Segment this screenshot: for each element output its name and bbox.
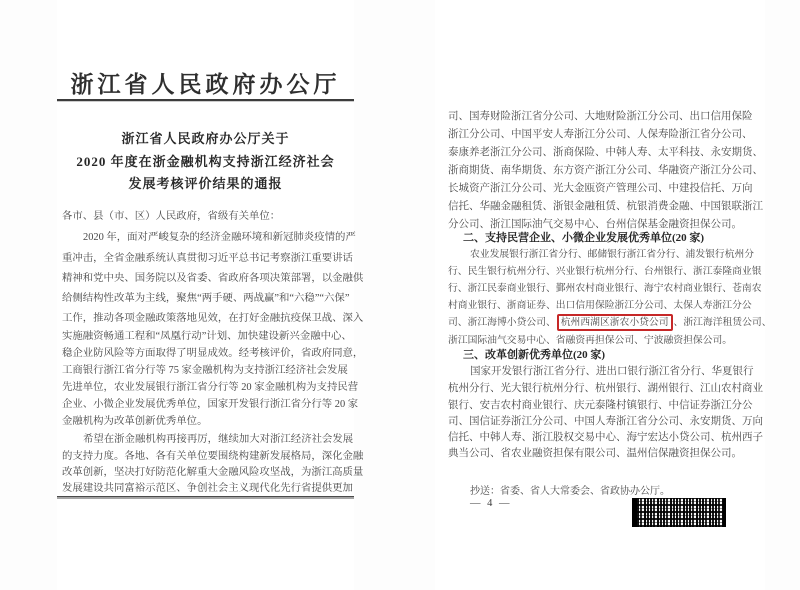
page-number: — 4 —: [470, 498, 512, 509]
body-text-line: 典当公司、省农业融资担保有限公司、温州信保融资担保公司。: [448, 448, 742, 459]
body-text-line: 的支持力度。各地、各有关单位要围绕构建新发展格局，深化金融: [62, 451, 364, 462]
body-text-line: 工商银行浙江省分行等 75 家金融机构为支持浙江经济社会发展: [62, 365, 348, 376]
document-page-1: [57, 0, 364, 590]
body-text-line: 银行、安吉农村商业银行、庆元泰隆村镇银行、中信证券浙江分公: [448, 400, 753, 411]
text-before-highlight: 司、浙江海博小贷公司、: [448, 317, 556, 328]
body-text-line: 希望在浙金融机构再接再厉，继续加大对浙江经济社会发展: [83, 434, 354, 445]
section-heading-3: 三、改革创新优秀单位(20 家): [463, 349, 606, 361]
body-text-line: 浙江分公司、中国平安人寿浙江分公司、人保寿险浙江省分公司、: [448, 129, 753, 140]
body-text-line: 各市、县（市、区）人民政府，省级有关单位：: [62, 211, 281, 222]
body-text-line: 信托、中韩人寿、浙江股权交易中心、海宁宏达小贷公司、杭州西子: [448, 432, 763, 443]
letterhead-rule: [57, 99, 354, 102]
body-text-line: 实施融资畅通工程和“凤凰行动”计划、加快建设新兴金融中心、: [62, 331, 352, 342]
body-text-line: 分公司、浙江国际油气交易中心、台州信保基金融资担保公司。: [448, 219, 742, 230]
body-text-line: 杭州分行、光大银行杭州分行、杭州银行、湖州银行、江山农村商业: [448, 383, 763, 394]
body-text-line: 发展建设共同富裕示范区、争创社会主义现代化先行省提供更加: [62, 483, 353, 494]
body-text-line: 农业发展银行浙江省分行、邮储银行浙江省分行、浦发银行杭州分: [470, 249, 755, 260]
body-text-line: 司、国寿财险浙江省分公司、大地财险浙江分公司、出口信用保险: [448, 111, 753, 122]
body-text-line: 国家开发银行浙江省分行、进出口银行浙江省分行、华夏银行: [470, 366, 754, 377]
document-page-4: [435, 0, 772, 590]
body-text-line: 行、民生银行杭州分行、兴业银行杭州分行、台州银行、浙江泰隆商业银: [448, 266, 762, 277]
body-text-line: 2020 年，面对严峻复杂的经济金融环境和新冠肺炎疫情的严: [83, 232, 356, 243]
body-text-line: 给侧结构性改革为主线，聚焦“两手硬、两战赢”和“六稳”“六保”: [62, 293, 350, 304]
cc-distribution-line: 抄送：省委、省人大常委会、省政协办公厅。: [470, 486, 670, 497]
red-highlight-box: 杭州西湖区浙农小贷公司: [557, 314, 673, 331]
body-text-line: 信托、华融金融租赁、浙银金融租赁、杭银消费金融、中国银联浙江: [448, 201, 763, 212]
body-text-line: 改革创新，坚决打好防范化解重大金融风险攻坚战，为浙江高质量: [62, 467, 364, 478]
doc-title-line: 2020 年度在浙金融机构支持浙江经济社会: [76, 154, 335, 169]
body-text-line: 村商业银行、浙商证券、出口信用保险浙江分公司、太保人寿浙江分公: [448, 300, 752, 311]
body-text-line: 精神和党中央、国务院以及省委、省政府各项决策部署，以金融供: [62, 273, 364, 284]
body-text-line: 工作，推动各项金融政策落地见效，在打好金融抗疫保卫战、深入: [62, 313, 364, 324]
text-after-highlight: 、浙江海洋租赁公司、: [673, 317, 772, 328]
page-footer-rule: [57, 496, 354, 499]
barcode-image: [632, 498, 726, 527]
body-text-line: 企业、小微企业发展优秀单位，国家开发银行浙江省分行等 20 家: [62, 399, 359, 410]
highlighted-text-line: [448, 314, 772, 328]
body-text-line: 稳企业防风险等方面取得了明显成效。经考核评价，省政府同意，: [62, 348, 364, 359]
doc-title-line: 浙江省人民政府办公厅关于: [121, 131, 290, 146]
body-text-line: 金融机构为改革创新优秀单位。: [62, 416, 208, 427]
body-text-line: 浙商期货、南华期货、东方资产浙江分公司、华融资产浙江分公司、: [448, 165, 763, 176]
body-text-line: 泰康养老浙江分公司、浙商保险、中韩人寿、太平科技、永安期货、: [448, 147, 763, 158]
section-heading-2: 二、支持民营企业、小微企业发展优秀单位(20 家): [463, 232, 705, 244]
body-text-line: 浙江国际油气交易中心、省融资再担保公司、宁波融资担保公司。: [448, 335, 733, 346]
body-text-line: 先进单位，农业发展银行浙江省分行等 20 家金融机构为支持民营: [62, 382, 359, 393]
body-text-line: 行、浙江民泰商业银行、鄞州农村商业银行、海宁农村商业银行、苍南农: [448, 283, 762, 294]
body-text-line: 司、国信证券浙江分公司、中国人寿浙江省分公司、永安期货、万向: [448, 416, 763, 427]
doc-title-line: 发展考核评价结果的通报: [128, 176, 283, 191]
body-text-line: 长城资产浙江分公司、光大金瓯资产管理公司、中建投信托、万向: [448, 183, 753, 194]
letterhead-title: 浙江省人民政府办公厅: [70, 72, 341, 97]
body-text-line: 重冲击，全省金融系统认真贯彻习近平总书记考察浙江重要讲话: [62, 253, 353, 264]
